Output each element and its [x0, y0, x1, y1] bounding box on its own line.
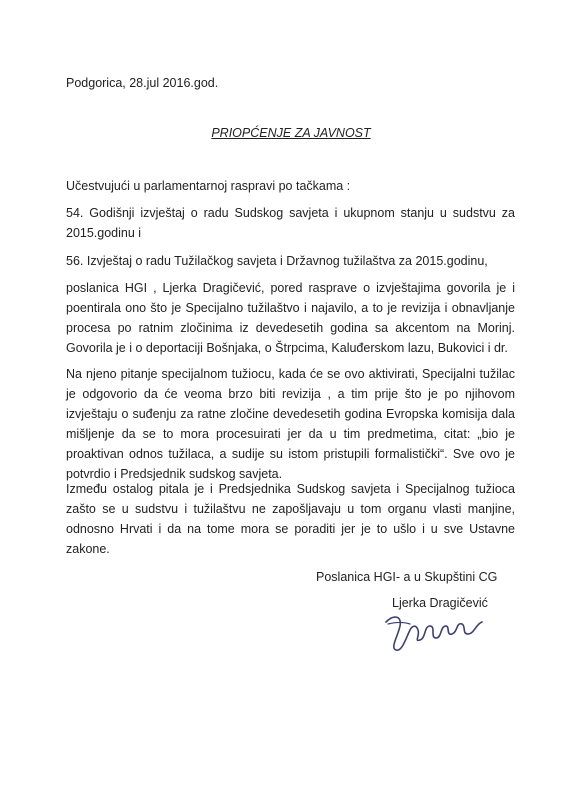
agenda-item-56: 56. Izvještaj o radu Tužilačkog savjeta i Državnog tužilaštva za 2015.godinu,	[66, 254, 488, 268]
paragraph-3: Između ostalog pitala je i Predsjednika Sudskog savjeta i Specijalnog tužioca zašto se u sudstvu i tužilaštvu ne zapošljavaju u tom organu vlasti manjine, odnosno Hrvati i da na tome mora se poraditi jer je to ušlo i u sve Ustavne zakone.	[66, 482, 515, 556]
paragraph-2: Na njeno pitanje specijalnom tužiocu, kada će se ovo aktivirati, Specijalni tužilac je odgovorio da će veoma brzo biti revizija , a tim prije što je po njihovom izvještaju o suđenju za ratne zločine devedesetih godina Evropska komisija dala mišljenje da se to mora procesuirati jer da u tim predmetima, citat: „bio je proaktivan odnos tužilaca, a sudije su istom pristupili formalistički“. Sve ovo je potvrdio i Predsjednik sudskog savjeta.	[66, 367, 515, 481]
intro-line: Učestvujući u parlamentarnoj raspravi po tačkama :	[66, 179, 351, 193]
paragraph-1: poslanica HGI , Ljerka Dragičević, pored rasprave o izvještajima govorila je i poentirala ono što je Specijalno tužilaštvo i najavilo, a to je revizija i obnavljanje procesa po ratnim zločinima iz devedesetih godina sa akcentom na Morinj. Govorila je i o deportaciji Bošnjaka, o Štrpcima, Kaluđerskom lazu, Bukovici i dr.	[66, 281, 515, 355]
signature-name: Ljerka Dragičević	[392, 596, 488, 610]
document-title: PRIOPĆENJE ZA JAVNOST	[211, 126, 371, 140]
agenda-item-54: 54. Godišnji izvještaj o radu Sudskog savjeta i ukupnom stanju u sudstvu za 2015.godinu i	[66, 206, 515, 240]
handwritten-signature	[380, 604, 488, 654]
date-line: Podgorica, 28.jul 2016.god.	[66, 76, 219, 90]
signature-title: Poslanica HGI- a u Skupštini CG	[316, 570, 498, 584]
